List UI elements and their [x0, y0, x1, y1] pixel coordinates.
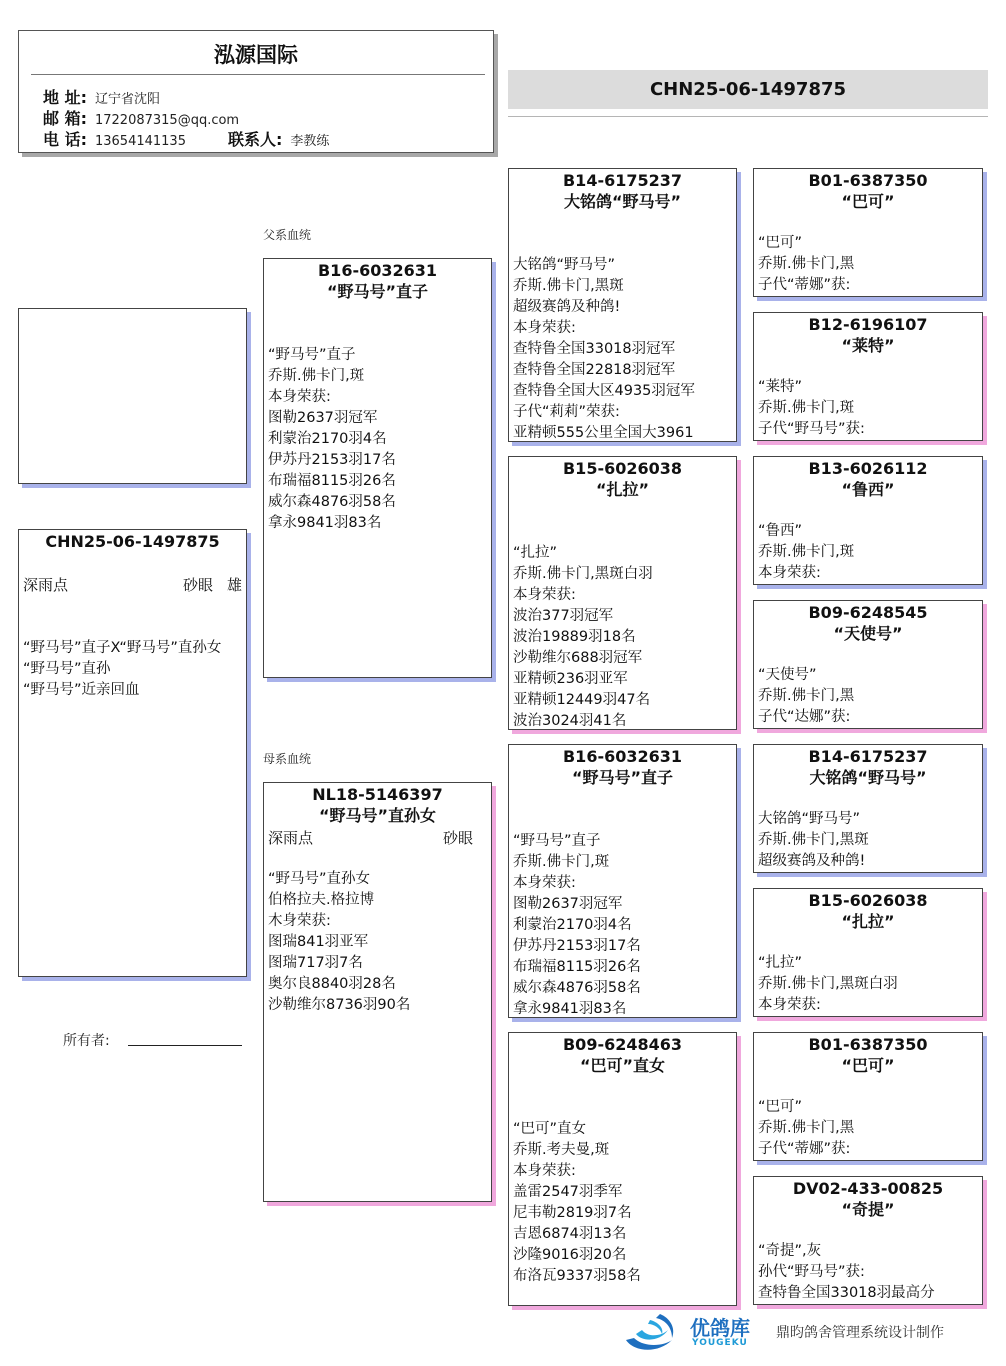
- divider: [31, 74, 485, 75]
- loft-name: 泓源国际: [214, 43, 298, 67]
- loft-info-card: [18, 30, 494, 153]
- detail-line: “野马号”直子: [513, 833, 601, 849]
- main-attributes: [23, 574, 242, 595]
- sire-line-label: 父系血统: [263, 228, 312, 242]
- eye-value: 砂眼: [182, 576, 213, 594]
- detail-line: 子代“莉莉”荣获:: [513, 404, 620, 420]
- detail-line: 本身荣获:: [513, 587, 576, 603]
- pigeon-name: “野马号”直子: [326, 282, 429, 301]
- pigeon-name: “莱特”: [841, 336, 895, 355]
- detail-line: 子代“野马号”获:: [758, 421, 865, 437]
- phone-label: 电 话:: [43, 130, 87, 149]
- sex-value: 雄: [226, 576, 242, 594]
- pigeon-details: [758, 1241, 980, 1304]
- detail-line: 大铭鸽“野马号”: [758, 811, 861, 827]
- great-grandparent-card: [753, 168, 983, 297]
- detail-line: 图勒2637羽冠军: [513, 896, 623, 912]
- divider: [508, 116, 988, 117]
- pigeon-name: 大铭鸽“野马号”: [809, 768, 927, 787]
- detail-line: 子代“蒂娜”获:: [758, 1141, 851, 1157]
- ring-number: B15-6026038: [808, 891, 928, 910]
- detail-line: 子代“蒂娜”获:: [758, 277, 851, 293]
- detail-line: 布洛瓦9337羽58名: [513, 1268, 641, 1284]
- detail-line: 乔斯.佛卡门,斑: [513, 854, 610, 870]
- pigeon-name: “扎拉”: [841, 912, 895, 931]
- pigeon-details: [268, 869, 489, 1016]
- detail-line: 利蒙治2170羽4名: [268, 431, 387, 447]
- detail-line: 本身荣获:: [513, 320, 576, 336]
- email-row: [43, 106, 239, 129]
- owner-signature-line: [128, 1045, 242, 1046]
- detail-line: 乔斯.佛卡门,黑斑白羽: [758, 976, 898, 992]
- detail-line: 图勒2637羽冠军: [268, 410, 378, 426]
- detail-line: 大铭鸽“野马号”: [513, 257, 616, 273]
- detail-line: 伊苏丹2153羽17名: [268, 452, 396, 468]
- ring-number: B14-6175237: [808, 747, 928, 766]
- address-value: 辽宁省沈阳: [94, 92, 160, 107]
- detail-line: 沙勒维尔688羽冠军: [513, 650, 643, 666]
- great-grandparent-card: [753, 744, 983, 873]
- pigeon-details: [513, 255, 734, 442]
- eye-value: 砂眼: [442, 829, 473, 847]
- pigeon-name: “奇提”: [841, 1200, 895, 1219]
- pigeon-details: [513, 1119, 734, 1287]
- contact-value: 李教练: [290, 134, 330, 149]
- sire-card: [263, 258, 492, 678]
- pigeon-name: “巴可”直女: [579, 1056, 666, 1075]
- detail-line: 亚精顿236羽亚军: [513, 671, 628, 687]
- detail-line: 超级赛鸽及种鸽!: [513, 299, 621, 315]
- detail-line: 威尔森4876羽58名: [513, 980, 641, 996]
- pigeon-name: “巴可”: [841, 192, 895, 211]
- detail-line: 查特鲁全国33018羽冠军: [513, 341, 676, 357]
- detail-line: 乔斯.佛卡门,黑斑: [513, 278, 624, 294]
- address-label: 地 址:: [43, 88, 87, 107]
- ring-number: DV02-433-00825: [792, 1179, 944, 1198]
- great-grandparent-card: [753, 456, 983, 585]
- detail-line: 沙隆9016羽20名: [513, 1247, 627, 1263]
- detail-line: 查特鲁全国22818羽冠军: [513, 362, 676, 378]
- detail-line: “巴可”: [758, 235, 803, 251]
- detail-line: “野马号”直孙女: [268, 871, 371, 887]
- phone-row: [43, 127, 329, 150]
- phone-value: 13654141135: [94, 134, 186, 149]
- pigeon-details: [758, 809, 980, 872]
- detail-line: 本身荣获:: [758, 997, 821, 1013]
- pigeon-name: “野马号”直孙女: [318, 806, 437, 825]
- color-value: 深雨点: [23, 576, 69, 594]
- grandparent-card: [508, 168, 737, 442]
- ring-number: B01-6387350: [808, 1035, 928, 1054]
- detail-line: 波治19889羽18名: [513, 629, 636, 645]
- detail-line: 乔斯.佛卡门,黑: [758, 256, 855, 272]
- pigeon-details: [758, 1097, 980, 1160]
- grandparent-card: [508, 1032, 737, 1306]
- dam-attributes: [268, 827, 487, 848]
- detail-line: “鲁西”: [758, 523, 803, 539]
- detail-line: 吉恩6874羽13名: [513, 1226, 627, 1242]
- pigeon-details: [513, 831, 734, 1018]
- ring-number: B16-6032631: [317, 261, 438, 280]
- footer-branding: [620, 1310, 1000, 1356]
- pigeon-details: [758, 521, 980, 584]
- detail-line: 超级赛鸽及种鸽!: [758, 853, 866, 869]
- email-value: 1722087315@qq.com: [94, 113, 240, 128]
- detail-line: “巴可”直女: [513, 1121, 587, 1137]
- detail-line: 本身荣获:: [513, 1163, 576, 1179]
- ring-number: B12-6196107: [808, 315, 928, 334]
- pigeon-name: “野马号”直子: [571, 768, 674, 787]
- detail-line: 本身荣获:: [758, 565, 821, 581]
- detail-line: 尼韦勒2819羽7名: [513, 1205, 632, 1221]
- dam-line-label: 母系血统: [263, 752, 312, 766]
- detail-line: 木身荣获:: [268, 913, 331, 929]
- detail-line: 伯格拉夫.格拉博: [268, 892, 375, 908]
- main-notes: [23, 638, 244, 701]
- main-pigeon-card: [18, 529, 247, 977]
- great-grandparent-card: [753, 1176, 983, 1305]
- contact-label: 联系人:: [227, 130, 283, 149]
- detail-line: “奇提”,灰: [758, 1243, 822, 1259]
- detail-line: “野马号”直子: [268, 347, 356, 363]
- detail-line: 图瑞717羽7名: [268, 955, 363, 971]
- ring-number: B01-6387350: [808, 171, 928, 190]
- detail-line: 乔斯.佛卡门,黑: [758, 1120, 855, 1136]
- detail-line: 伊苏丹2153羽17名: [513, 938, 641, 954]
- great-grandparent-card: [753, 1032, 983, 1161]
- pigeon-name: 大铭鸽“野马号”: [563, 192, 682, 211]
- pigeon-details: [268, 345, 489, 534]
- detail-line: 乔斯.考夫曼,斑: [513, 1142, 610, 1158]
- detail-line: “巴可”: [758, 1099, 803, 1115]
- detail-line: 奥尔良8840羽28名: [268, 976, 396, 992]
- ring-number: CHN25-06-1497875: [45, 532, 220, 551]
- detail-line: 盖雷2547羽季军: [513, 1184, 623, 1200]
- detail-line: 乔斯.佛卡门,黑: [758, 688, 855, 704]
- detail-line: 亚精顿12449羽47名: [513, 692, 651, 708]
- detail-line: “扎拉”: [758, 955, 803, 971]
- grandparent-card: [508, 456, 737, 730]
- detail-line: 查特鲁全国大区4935羽冠军: [513, 383, 695, 399]
- detail-line: 波治377羽冠军: [513, 608, 614, 624]
- dam-card: [263, 782, 492, 1202]
- detail-line: 乔斯.佛卡门,斑: [758, 544, 855, 560]
- pigeon-details: [758, 233, 980, 296]
- detail-line: “天使号”: [758, 667, 817, 683]
- note-line: “野马号”直孙: [23, 661, 111, 677]
- grandparent-card: [508, 744, 737, 1018]
- ring-number: B15-6026038: [562, 459, 683, 478]
- detail-line: 乔斯.佛卡门,斑: [758, 400, 855, 416]
- detail-line: “莱特”: [758, 379, 803, 395]
- note-line: “野马号”近亲回血: [23, 682, 140, 698]
- detail-line: 乔斯.佛卡门,斑: [268, 368, 365, 384]
- detail-line: 威尔森4876羽58名: [268, 494, 396, 510]
- email-label: 邮 箱:: [43, 109, 87, 128]
- swirl-logo-icon: [620, 1310, 684, 1356]
- pigeon-name: “鲁西”: [841, 480, 895, 499]
- ring-number: B13-6026112: [808, 459, 928, 478]
- great-grandparent-card: [753, 888, 983, 1017]
- note-line: “野马号”直子X“野马号”直孙女: [23, 640, 222, 656]
- detail-line: 乔斯.佛卡门,黑斑白羽: [513, 566, 653, 582]
- detail-line: 孙代“野马号”获:: [758, 1264, 865, 1280]
- detail-line: “扎拉”: [513, 545, 558, 561]
- ring-number: B16-6032631: [562, 747, 683, 766]
- detail-line: 乔斯.佛卡门,黑斑: [758, 832, 869, 848]
- footer-tagline: 鼎昀鸽舍管理系统设计制作: [776, 1325, 944, 1341]
- pigeon-details: [758, 665, 980, 728]
- detail-line: 亚精顿555公里全国大3961: [513, 425, 694, 441]
- ring-number: B14-6175237: [562, 171, 683, 190]
- brand-name: 优鸽库: [690, 1316, 750, 1340]
- pigeon-details: [513, 543, 734, 730]
- detail-line: 利蒙治2170羽4名: [513, 917, 632, 933]
- brand-name-en: YOUGEKU: [692, 1338, 748, 1348]
- detail-line: 本身荣获:: [513, 875, 576, 891]
- ring-number: B09-6248463: [562, 1035, 683, 1054]
- detail-line: 查特鲁全国33018羽最高分: [758, 1285, 935, 1301]
- address-row: [43, 85, 160, 108]
- detail-line: 布瑞福8115羽26名: [513, 959, 641, 975]
- pigeon-name: “扎拉”: [595, 480, 650, 499]
- pigeon-details: [758, 377, 980, 440]
- photo-placeholder: [18, 308, 247, 484]
- owner-label: 所有者:: [63, 1033, 110, 1049]
- detail-line: 波治3024羽41名: [513, 713, 627, 729]
- great-grandparent-card: [753, 600, 983, 729]
- detail-line: 拿永9841羽83名: [513, 1001, 627, 1017]
- detail-line: 图瑞841羽亚军: [268, 934, 369, 950]
- great-grandparent-card: [753, 312, 983, 441]
- pigeon-name: “天使号”: [833, 624, 903, 643]
- pigeon-name: “巴可”: [841, 1056, 895, 1075]
- pigeon-id-band: CHN25-06-1497875: [508, 70, 988, 109]
- detail-line: 子代“达娜”获:: [758, 709, 851, 725]
- pigeon-details: [758, 953, 980, 1016]
- color-value: 深雨点: [268, 829, 314, 847]
- detail-line: 沙勒维尔8736羽90名: [268, 997, 411, 1013]
- ring-number: NL18-5146397: [312, 785, 443, 804]
- detail-line: 布瑞福8115羽26名: [268, 473, 396, 489]
- detail-line: 本身荣获:: [268, 389, 331, 405]
- detail-line: 拿永9841羽83名: [268, 515, 382, 531]
- ring-number: B09-6248545: [808, 603, 928, 622]
